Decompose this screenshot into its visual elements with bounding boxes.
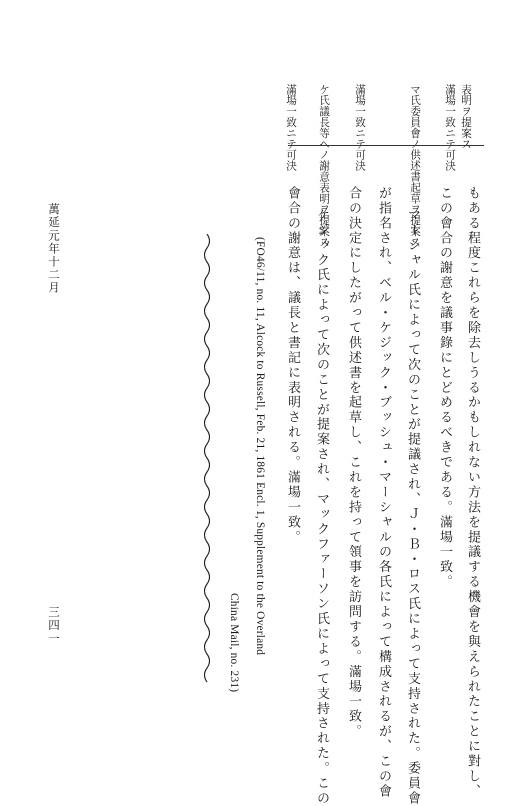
margin-note-6: 滿場一致ニテ可決 bbox=[285, 84, 297, 172]
source-citation-line-2: China Mail, no. 231) bbox=[228, 593, 240, 693]
margin-note-4: 滿場一致ニテ可決 bbox=[354, 84, 366, 172]
margin-note-5: ケ氏議長等ヘノ謝意表明ヲ提案ス bbox=[318, 84, 330, 248]
margin-note-1: 表明ヲ提案ス bbox=[460, 84, 472, 150]
body-line-5: 合の決定にしたがって供述書を起草し、これを持って領事を訪問する。滿場一致。 bbox=[346, 186, 361, 740]
section-end-wave-ornament bbox=[200, 234, 214, 684]
body-line-7: 會合の謝意は、議長と書記に表明される。滿場一致。 bbox=[285, 186, 300, 545]
margin-note-3: マ氏委員會ノ供述書起草ヲ提案ス bbox=[409, 84, 421, 248]
body-line-3: マーシャル氏によって次のことが提議され、Ｊ・Ｂ・ロス氏によって支持された。委員會 bbox=[405, 208, 420, 806]
page-number: 三四一 bbox=[47, 606, 61, 646]
headnote-divider bbox=[288, 145, 484, 146]
body-line-2: この會合の謝意を議事錄にとどめるべきである。滿場一致。 bbox=[437, 186, 452, 590]
body-line-4: が指名され、ベル・ケジック・ブッシュ・マーシャルの各氏によって構成されるが、この會 bbox=[376, 186, 391, 799]
running-header-era: 萬延元年十二月 bbox=[47, 203, 61, 295]
margin-note-2: 滿場一致ニテ可決 bbox=[444, 84, 456, 172]
source-citation-line-1: (FO46/11, no. 11, Alcock to Russell, Feb. 21, 1861 Encl. 1, Supplement to the Overland bbox=[254, 237, 266, 656]
body-line-1: もある程度これらを除去しうるかもしれない方法を提議する機會を與えられたことに對し、 bbox=[465, 186, 480, 799]
body-line-6: ケジック氏によって次のことが提案され、マックファーソン氏によって支持された。この bbox=[314, 208, 329, 806]
